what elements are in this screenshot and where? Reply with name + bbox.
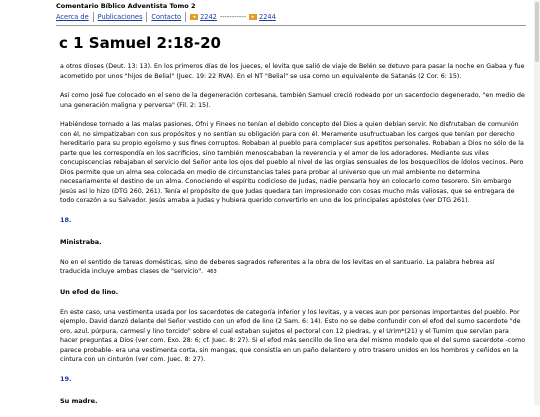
- verse-number-19[interactable]: 19.: [60, 374, 72, 383]
- scrollbar[interactable]: [534, 0, 540, 405]
- nav-link-about[interactable]: Acerca de: [56, 13, 89, 21]
- previous-page-icon[interactable]: ◂: [190, 14, 198, 20]
- nav-bar: [56, 11, 540, 23]
- page-title: c 1 Samuel 2:18-20: [59, 34, 221, 52]
- nav-link-contact[interactable]: Contacto: [151, 13, 182, 21]
- next-page-icon[interactable]: ▸: [249, 14, 257, 20]
- previous-page-link[interactable]: 2242: [200, 13, 217, 21]
- heading-madre: Su madre.: [60, 396, 98, 405]
- page-marker: 463: [207, 269, 217, 275]
- heading-ministraba: Ministraba.: [60, 237, 102, 246]
- efod-paragraph: En este caso, una vestimenta usada por los sacerdotes de categoría inferior y los levitas, y a veces aun por personas importantes del pueblo. Por ejemplo, David danzó delante del Señor vestido con un efod de lino (2 Sam. 6: 14). Esto no se debe confundir con el efod del sumo sacerdote "de oro, azul, púrpura, carmesí y lino torcido" sobre el cual estaban sujetos el pectoral con 12 piedras, y el Urim*(21) y el Tumim que servían para hacer preguntas a Dios (ver com. Exo. 28: 6; cf. Juec. 8: 27). Si el efod más sencillo de lino era del mismo modelo que el del sumo sacerdote -como parece probable- era una vestimenta corta, sin mangas, que consistía en un paño delantero y otro trasero unidos en los hombros y ceñidos en la cintura con un cinturón (ver com. Juec. 8: 27).: [60, 308, 526, 363]
- ministraba-text: No en el sentido de tareas domésticas, sino de deberes sagrados referentes a la obra de los levitas en el santuario. La palabra hebrea así traducida incluye ambas clases de "servicio".: [60, 258, 495, 275]
- commentary-paragraph: Habiéndose tornado a las malas pasiones, Ofni y Finees no tenían el debido concepto del Dios a quien debían servir. No disfrutaban de comunión con él, no simpatizaban con sus propósitos y no sentían su obligación para con él. Meramente usufructuaban los cargos que tenían por derecho hereditario para su propio egoísmo y sus fines corruptos. Robaban al pueblo para complacer sus apetitos personales. Robaban a Dios no sólo de la parte que les correspondía en los sacrificios, sino también menoscababan la reverencia y el amor de los adoradores. Mediante sus viles concupiscencias rebajaban el servicio del Señor ante los ojos del pueblo al nivel de las orgías sensuales de los bosquecillos de ídolos vecinos. Pero Dios permite que un alma sea colocada en medio de circunstancias tales para probar al universo que un mal ambiente no determina necesariamente el destino de un alma. Conociendo el espíritu codicioso de Judas, nadie pensaría hoy en colocarlo como tesorero. Sin embargo Jesús así lo hizo (DTG 260, 261). Tenía el propósito de que Judas quedara tan impresionado con cosas mucho más valiosas, que se entregara de todo corazón a su Salvador. Jesús amaba a Judas y hubiera querido convertirlo en uno de los principales apóstoles (ver DTG 261).: [60, 121, 524, 204]
- ministraba-paragraph: [60, 258, 526, 278]
- main-content: [56, 34, 526, 417]
- commentary-paragraph: Así como José fue colocado en el seno de la degeneración cortesana, también Samuel creció rodeado por un sacerdocio degenerado, "en medio de una generación maligna y perversa" (Fil. 2: 15).: [60, 92, 525, 109]
- page-navigator: [186, 13, 276, 21]
- commentary-paragraph: a otros dioses (Deut. 13: 13). En los primeros días de los jueces, el levita que salió de viaje de Belén se detuvo para pasar la noche en Gabaa y fue acometido por unos "hijos de Belial" (Juec. 19: 22 RVA). En el NT "Belial" se usa como un equivalente de Satanás (2 Cor. 6: 15).: [60, 63, 525, 80]
- header-divider: [56, 25, 526, 26]
- heading-efod: Un efod de lino.: [60, 287, 119, 296]
- verse-number-18[interactable]: 18.: [60, 215, 72, 224]
- top-bar: [56, 0, 540, 23]
- scrollbar-thumb[interactable]: [535, 2, 539, 62]
- nav-link-publications[interactable]: Publicaciones: [97, 13, 143, 21]
- page-separator: -----------: [219, 13, 247, 21]
- app-title: Comentario Bíblico Adventista Tomo 2: [56, 2, 196, 10]
- next-page-link[interactable]: 2244: [259, 13, 276, 21]
